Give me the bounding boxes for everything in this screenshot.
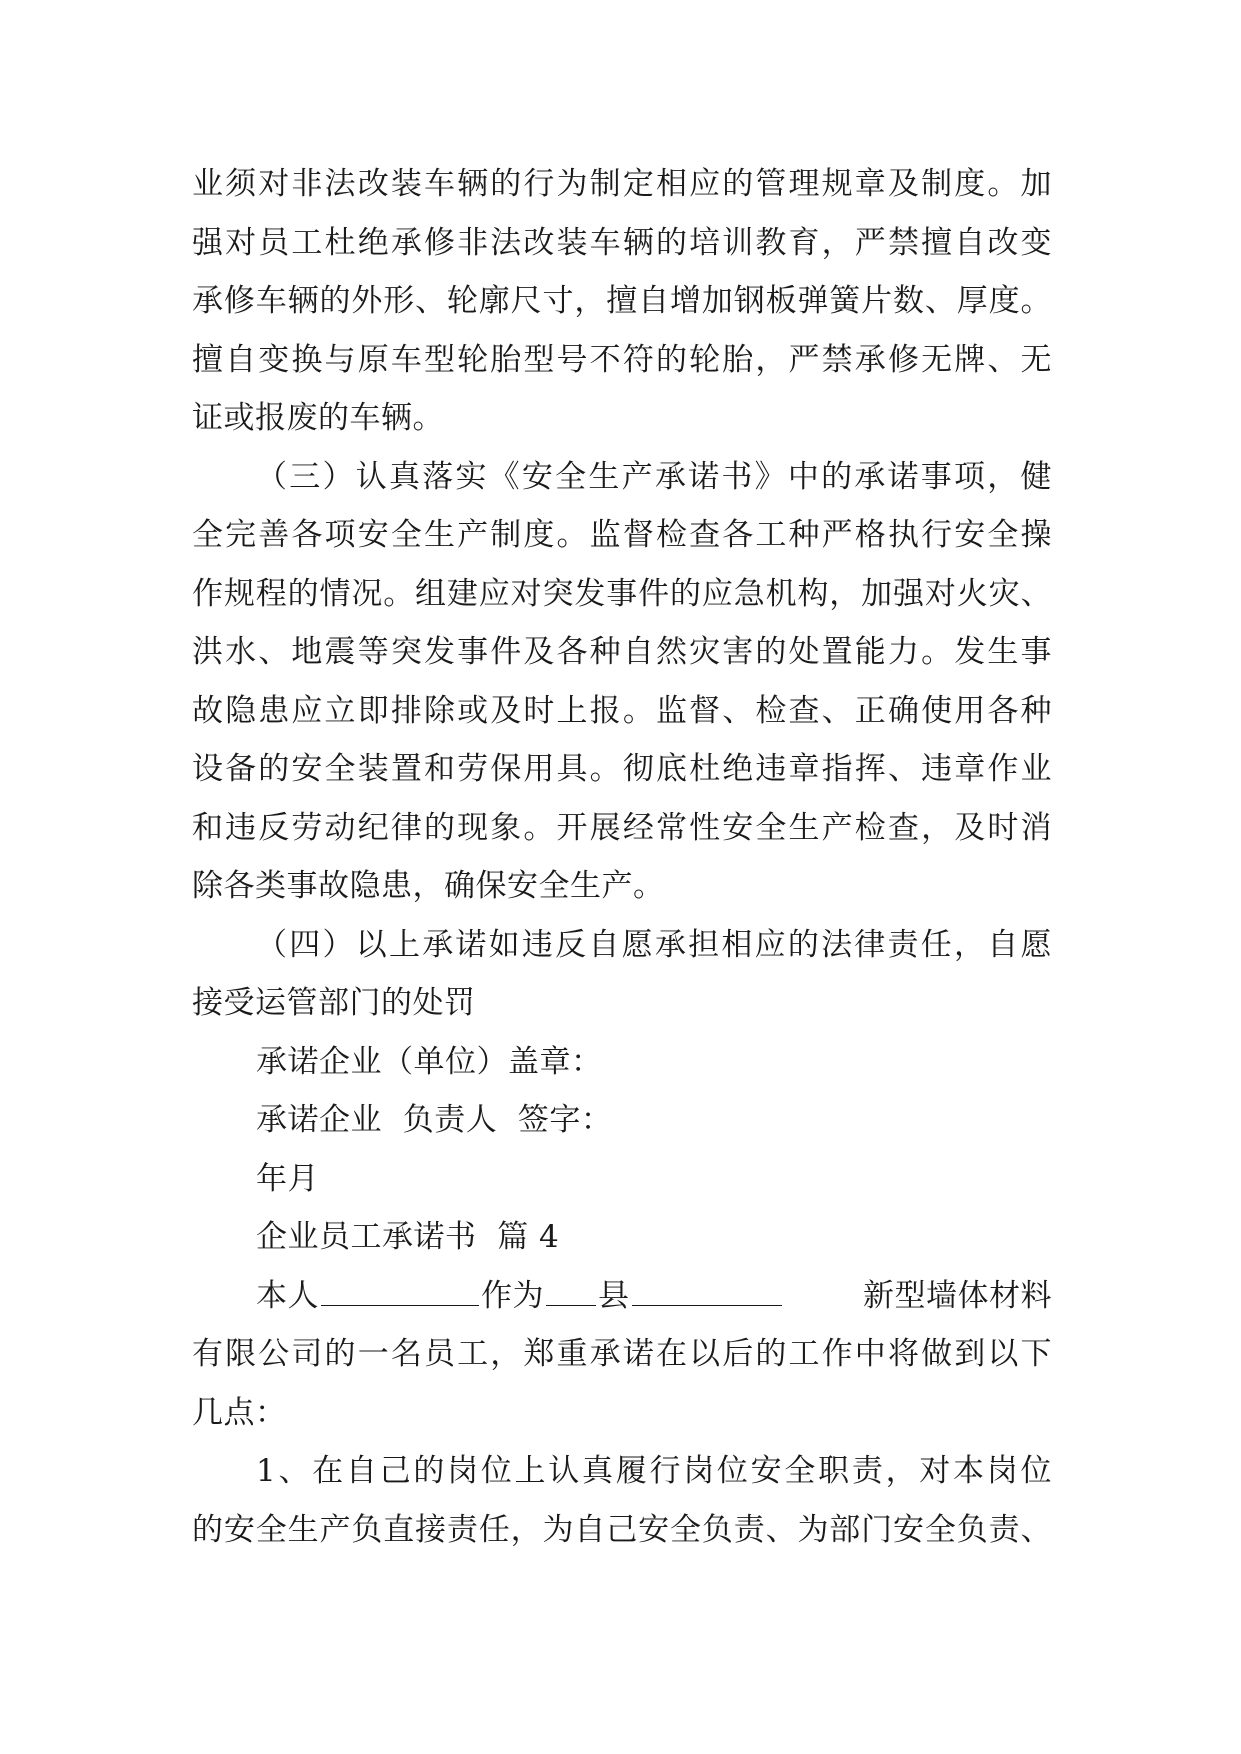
paragraph-line: 洪水、地震等突发事件及各种自然灾害的处置能力。发生事 — [192, 634, 1052, 670]
signature-person-line: 承诺企业 负责人 签字： — [256, 1102, 613, 1138]
name-blank — [321, 1271, 479, 1306]
text-fragment: 本人 — [256, 1277, 319, 1314]
section-title: 企业员工承诺书 篇 4 — [256, 1219, 560, 1255]
paragraph-line: 证或报废的车辆。 — [192, 400, 444, 436]
paragraph-line: 业须对非法改装车辆的行为制定相应的管理规章及制度。加 — [192, 166, 1052, 202]
text-fragment: 县 — [598, 1277, 630, 1314]
paragraph-line: 除各类事故隐患，确保安全生产。 — [192, 868, 665, 904]
paragraph-line: （四）以上承诺如违反自愿承担相应的法律责任，自愿 — [256, 926, 1052, 963]
text-fragment: 作为 — [481, 1277, 544, 1314]
paragraph-line: 设备的安全装置和劳保用具。彻底杜绝违章指挥、违章作业 — [192, 751, 1052, 787]
paragraph-line: 有限公司的一名员工，郑重承诺在以后的工作中将做到以下 — [192, 1336, 1052, 1372]
paragraph-line: 承修车辆的外形、轮廓尺寸，擅自增加钢板弹簧片数、厚度。 — [192, 283, 1052, 319]
date-line: 年月 — [256, 1160, 319, 1197]
text-fragment: 新型墙体材料 — [863, 1277, 1052, 1314]
paragraph-line: 几点： — [192, 1394, 287, 1431]
paragraph-line: 和违反劳动纪律的现象。开展经常性安全生产检查，及时消 — [192, 809, 1052, 846]
paragraph-line: 1、在自己的岗位上认真履行岗位安全职责，对本岗位 — [256, 1453, 1052, 1489]
paragraph-line: 作规程的情况。组建应对突发事件的应急机构，加强对火灾、 — [192, 575, 1052, 612]
company-blank — [632, 1271, 782, 1306]
document-body — [192, 155, 1052, 1559]
paragraph-line: 接受运管部门的处罚 — [192, 985, 476, 1021]
paragraph-line: 故隐患应立即排除或及时上报。监督、检查、正确使用各种 — [192, 692, 1052, 729]
paragraph-line: 擅自变换与原车型轮胎型号不符的轮胎，严禁承修无牌、无 — [192, 341, 1052, 378]
county-blank — [546, 1271, 596, 1306]
fill-in-line — [192, 1267, 1052, 1326]
paragraph-line: 全完善各项安全生产制度。监督检查各工种严格执行安全操 — [192, 517, 1052, 553]
signature-seal-line: 承诺企业（单位）盖章： — [256, 1043, 603, 1080]
paragraph-line: 的安全生产负直接责任，为自己安全负责、为部门安全负责、 — [192, 1511, 1052, 1548]
paragraph-line: 强对员工杜绝承修非法改装车辆的培训教育，严禁擅自改变 — [192, 224, 1052, 261]
paragraph-line: （三）认真落实《安全生产承诺书》中的承诺事项，健 — [256, 458, 1052, 495]
